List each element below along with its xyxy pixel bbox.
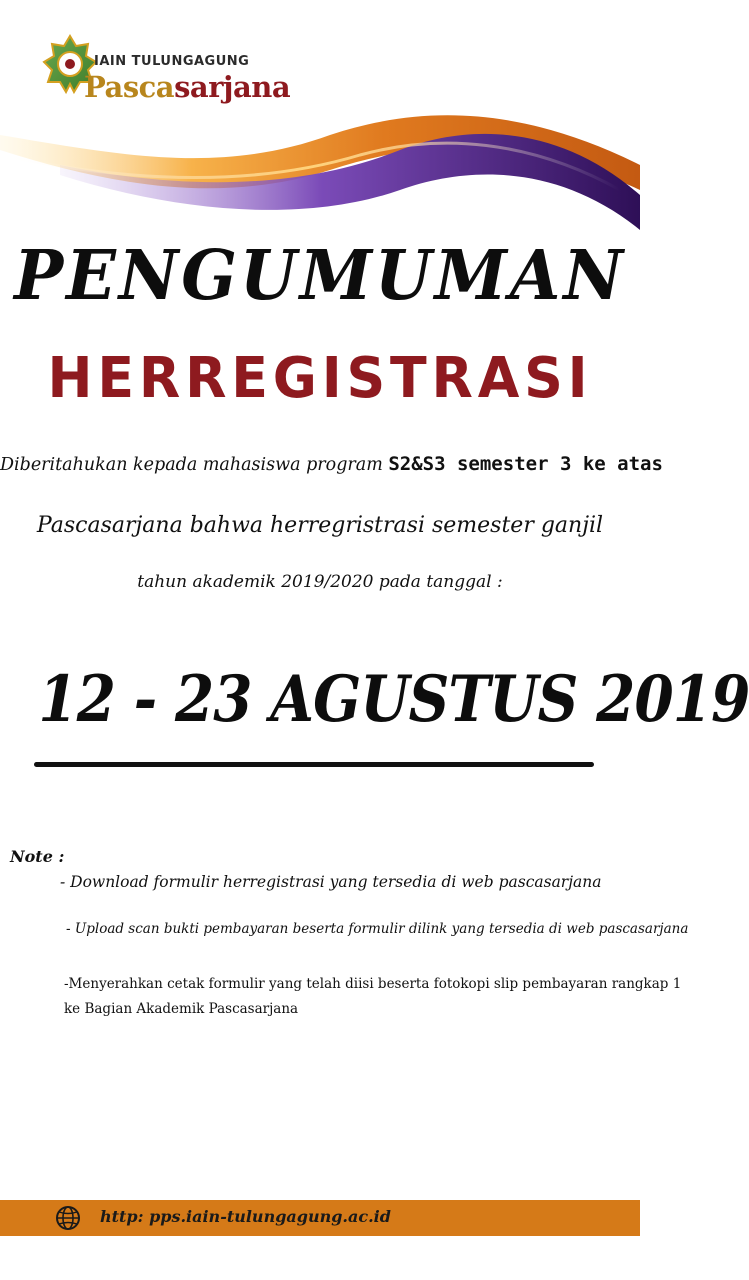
announcement-subtitle: HERREGISTRASI <box>47 346 593 411</box>
announcement-para-line2: Pascasarjana bahwa herregristrasi semester ganjil <box>36 513 604 538</box>
logo-program-rest: sarjana <box>174 70 291 104</box>
website-url[interactable]: http: pps.iain-tulungagung.ac.id <box>100 1207 391 1226</box>
announcement-para-line1 <box>0 453 663 475</box>
note-item-multiline <box>64 972 681 1022</box>
note-item: - Download formulir herregistrasi yang tersedia di web pascasarjana <box>60 873 602 891</box>
para1-emphasis: S2&S3 semester 3 ke atas <box>388 453 663 475</box>
footer-bar <box>0 1200 640 1236</box>
registration-date: 12 - 23 AGUSTUS 2019 <box>38 662 749 737</box>
date-underline <box>34 762 594 767</box>
announcement-title: PENGUMUMAN <box>14 236 626 316</box>
decorative-swoosh <box>0 95 640 255</box>
globe-icon <box>54 1204 82 1232</box>
note-item-line: ke Bagian Akademik Pascasarjana <box>64 1001 299 1017</box>
logo-institution-name: IAIN TULUNGAGUNG <box>94 54 250 69</box>
note-label: Note : <box>10 847 65 866</box>
note-item: - Upload scan bukti pembayaran beserta formulir dilink yang tersedia di web pascasarjana <box>66 921 689 937</box>
note-item-line: -Menyerahkan cetak formulir yang telah diisi beserta fotokopi slip pembayaran rangkap 1 <box>64 976 682 992</box>
announcement-para-line3: tahun akademik 2019/2020 pada tanggal : <box>137 572 503 592</box>
logo-program-accent: Pasca <box>84 70 175 104</box>
para1-start: Diberitahukan kepada mahasiswa program <box>0 455 389 475</box>
